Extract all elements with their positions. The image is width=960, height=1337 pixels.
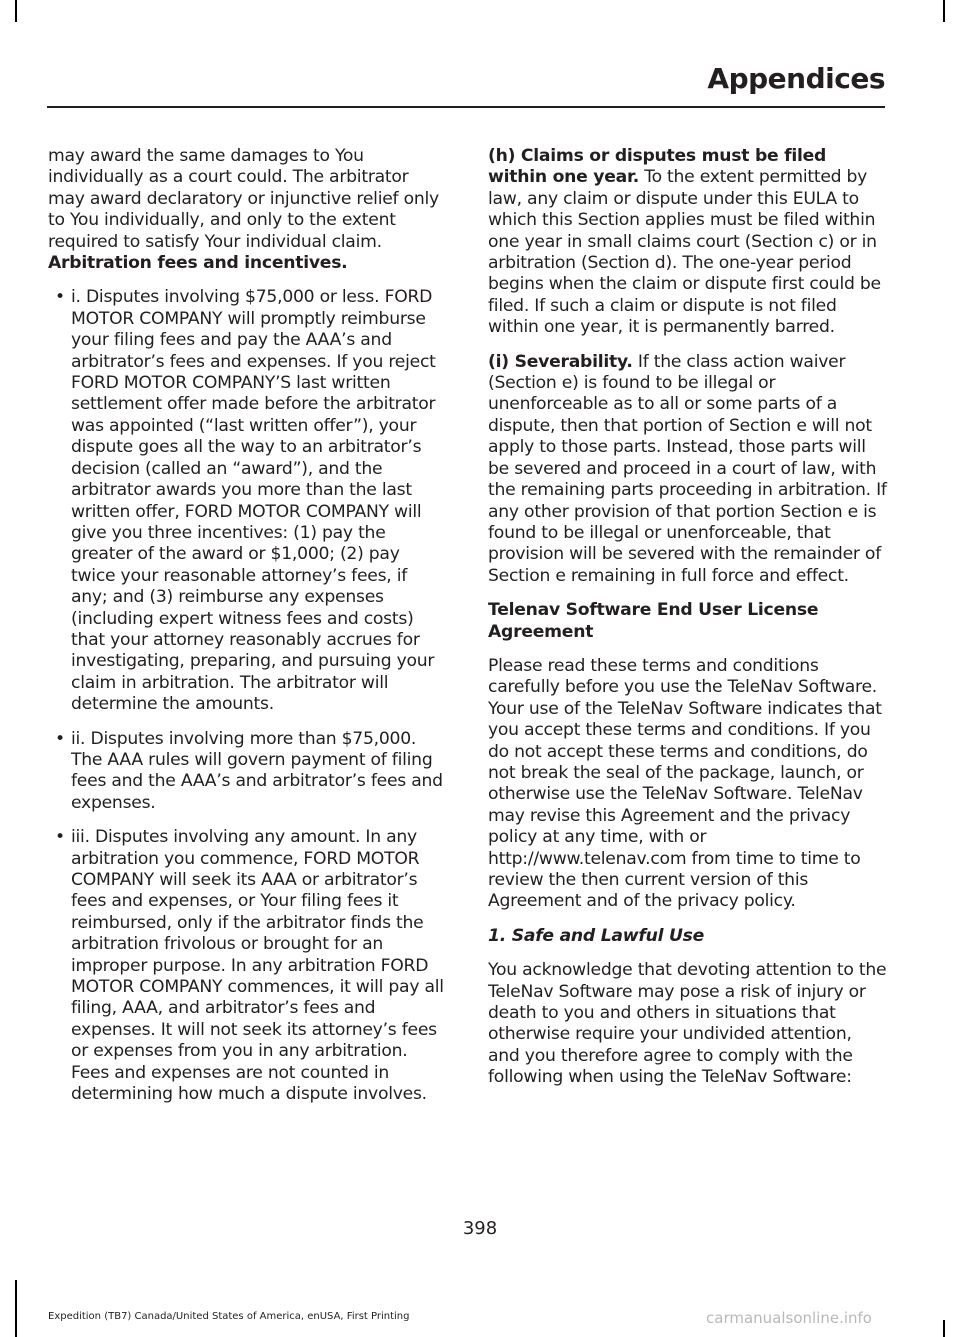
crop-mark-bottom-right (943, 1320, 945, 1337)
safe-use-paragraph: You acknowledge that devoting attention to the TeleNav Software may pose a risk of injury or death to you and others in situations that otherwise require your undivided attention, and you therefore agree to comply with the following when using the TeleNav Software: (488, 960, 887, 1088)
page-header (485, 62, 885, 95)
telenav-paragraph: Please read these terms and conditions carefully before you use the TeleNav Software. Your use of the TeleNav Software indicates that you accept these terms and conditions. If you do not accept these terms and conditions, do not break the seal of the package, launch, or otherwise use the TeleNav Software. TeleNav may revise this Agreement and the privacy policy at any time, with or http://www.telenav.com from time to time to review the then current version of this Agreement and of the privacy policy. (488, 655, 882, 912)
crop-mark-bottom-left (15, 1280, 17, 1337)
crop-mark-top-left (15, 0, 17, 22)
telenav-eula-heading: Telenav Software End User License Agreement (488, 600, 819, 642)
section-h-paragraph: (h) Claims or disputes must be filed within one year. To the extent permitted by law, any claim or dispute under this EULA to which this Section applies must be filed within one year in small claims court (Section c) or in arbitration (Section d). The one-year period begins when the claim or dispute first could be filed. If such a claim or dispute is not filed within one year, it is permanently barred. (488, 146, 881, 338)
watermark: carmanualsonline.info (706, 1309, 872, 1327)
crop-mark-top-right (943, 0, 945, 22)
safe-use-heading: 1. Safe and Lawful Use (488, 925, 705, 946)
section-h-heading: (h) Claims or disputes must be filed within one year. (488, 146, 827, 188)
list-item: • iii. Disputes involving any amount. In any arbitration you commence, FORD MOTOR COMPANY will seek its AAA or arbitrator’s fees and expenses, or Your filing fees it reimbursed, only if the arbitrator finds the arbitration frivolous or brought for an improper purpose. In any arbitration FORD MOTOR COMPANY commences, it will pay all filing, AAA, and arbitrator’s fees and expenses. It will not seek its attorney’s fees or expenses from you in any arbitration. Fees and expenses are not counted in determining how much a dispute involves. (55, 827, 444, 1105)
header-divider (47, 106, 885, 108)
list-item: • i. Disputes involving $75,000 or less. FORD MOTOR COMPANY will promptly reimburse your filing fees and pay the AAA’s and arbitrator’s fees and expenses. If you reject FORD MOTOR COMPANY’S last written settlement offer made before the arbitrator was appointed (“last written offer”), your dispute goes all the way to an arbitrator’s decision (called an “award”), and the arbitrator awards you more than the last written offer, FORD MOTOR COMPANY will give you three incentives: (1) pay the greater of the award or $1,000; (2) pay twice your reasonable attorney’s fees, if any; and (3) reimburse any expenses (including expert witness fees and costs) that your attorney reasonably accrues for investigating, preparing, and pursuing your claim in arbitration. The arbitrator will determine the amounts. (55, 287, 436, 715)
bullet-icon: • (55, 827, 65, 848)
left-column (48, 146, 448, 1118)
bullet-icon: • (55, 287, 65, 308)
fees-bullet-list (48, 287, 448, 1105)
footer-text: Expedition (TB7) Canada/United States of America, enUSA, First Printing (48, 1311, 410, 1322)
list-item: • ii. Disputes involving more than $75,000. The AAA rules will govern payment of filing fees and the AAA’s and arbitrator’s fees and expenses. (55, 728, 443, 813)
page-title: Appendices (707, 62, 885, 95)
intro-paragraph: may award the same damages to You individually as a court could. The arbitrator may award declaratory or injunctive relief only to You individually, and only to the extent required to satisfy Your individual claim. Arbitration fees and incentives. (48, 146, 439, 274)
page-number: 398 (462, 1218, 498, 1239)
arbitration-fees-heading: Arbitration fees and incentives. (48, 253, 348, 274)
bullet-icon: • (55, 728, 65, 749)
section-i-heading: (i) Severability. (488, 351, 633, 372)
right-column (488, 146, 888, 1102)
section-i-paragraph: (i) Severability. If the class action waiver (Section e) is found to be illegal or unenforceable as to all or some parts of a dispute, then that portion of Section e will not apply to those parts. Instead, those parts will be severed and proceed in a court of law, with the remaining parts proceeding in arbitration. If any other provision of that portion Section e is found to be illegal or unenforceable, that provision will be severed with the remainder of Section e remaining in full force and effect. (488, 351, 887, 586)
